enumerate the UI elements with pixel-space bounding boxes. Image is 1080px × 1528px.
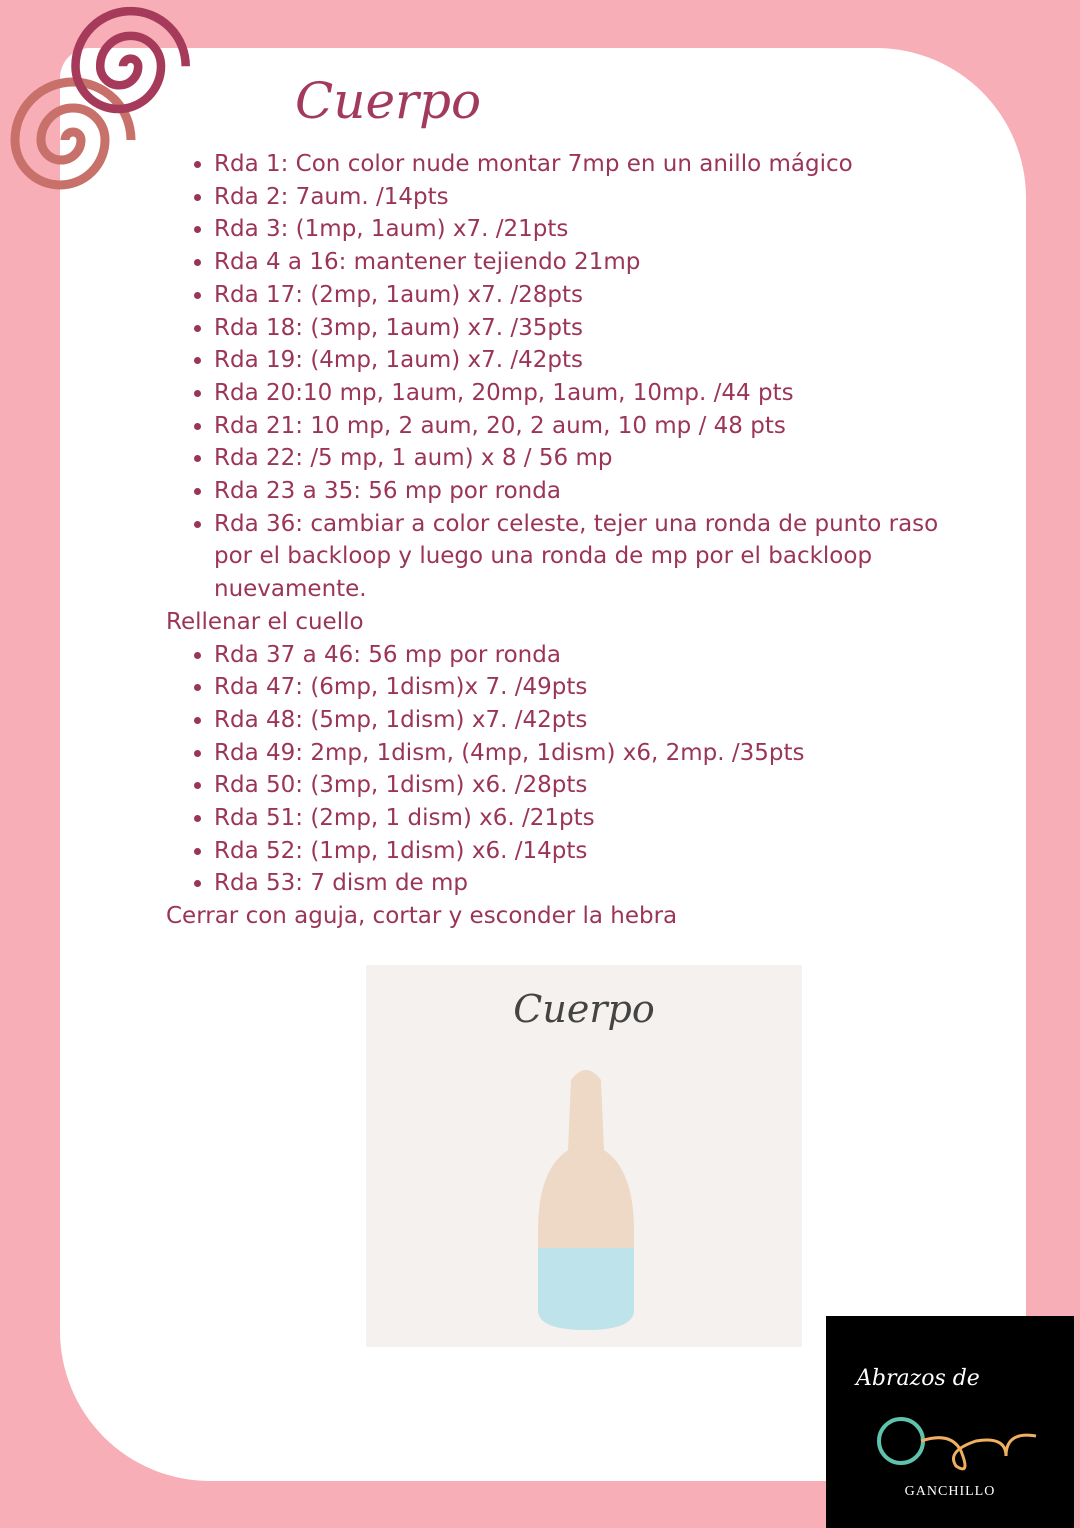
round-item: • Rda 21: 10 mp, 2 aum, 20, 2 aum, 10 mp / 48 pts (214, 410, 966, 443)
yarn-ball-icon (871, 1411, 1051, 1481)
round-item: • Rda 22: /5 mp, 1 aum) x 8 / 56 mp (214, 442, 966, 475)
round-item: • Rda 47: (6mp, 1dism)x 7. /49pts (214, 671, 966, 704)
round-item: • Rda 23 a 35: 56 mp por ronda (214, 475, 966, 508)
rounds-list-1 (166, 148, 966, 606)
brand-logo (826, 1316, 1074, 1528)
round-item: • Rda 53: 7 dism de mp (214, 867, 966, 900)
round-item: • Rda 17: (2mp, 1aum) x7. /28pts (214, 279, 966, 312)
round-item: • Rda 52: (1mp, 1dism) x6. /14pts (214, 835, 966, 868)
round-item: • Rda 20:10 mp, 1aum, 20mp, 1aum, 10mp. /44 pts (214, 377, 966, 410)
round-item: • Rda 50: (3mp, 1dism) x6. /28pts (214, 769, 966, 802)
crochet-body-image (516, 1060, 656, 1335)
logo-text-bottom: GANCHILLO (904, 1484, 996, 1499)
round-item: • Rda 3: (1mp, 1aum) x7. /21pts (214, 213, 966, 246)
round-item: • Rda 51: (2mp, 1 dism) x6. /21pts (214, 802, 966, 835)
product-photo (366, 965, 802, 1347)
round-item: • Rda 4 a 16: mantener tejiendo 21mp (214, 246, 966, 279)
rounds-list-2 (166, 639, 966, 901)
logo-text-top: Abrazos de (856, 1366, 980, 1391)
note-stuff-neck: Rellenar el cuello (166, 608, 364, 635)
photo-title: Cuerpo (513, 987, 655, 1031)
page-title: Cuerpo (295, 72, 482, 130)
round-item: • Rda 36: cambiar a color celeste, tejer una ronda de punto raso por el backloop y luego una ronda de mp por el backloop nuevamente. (214, 508, 966, 606)
round-item: • Rda 37 a 46: 56 mp por ronda (214, 639, 966, 672)
pattern-instructions (166, 148, 966, 933)
round-item: • Rda 2: 7aum. /14pts (214, 181, 966, 214)
round-item: • Rda 19: (4mp, 1aum) x7. /42pts (214, 344, 966, 377)
round-item: • Rda 49: 2mp, 1dism, (4mp, 1dism) x6, 2mp. /35pts (214, 737, 966, 770)
round-item: • Rda 48: (5mp, 1dism) x7. /42pts (214, 704, 966, 737)
note-finish: Cerrar con aguja, cortar y esconder la hebra (166, 903, 678, 930)
round-item: • Rda 1: Con color nude montar 7mp en un anillo mágico (214, 148, 966, 181)
round-item: • Rda 18: (3mp, 1aum) x7. /35pts (214, 312, 966, 345)
